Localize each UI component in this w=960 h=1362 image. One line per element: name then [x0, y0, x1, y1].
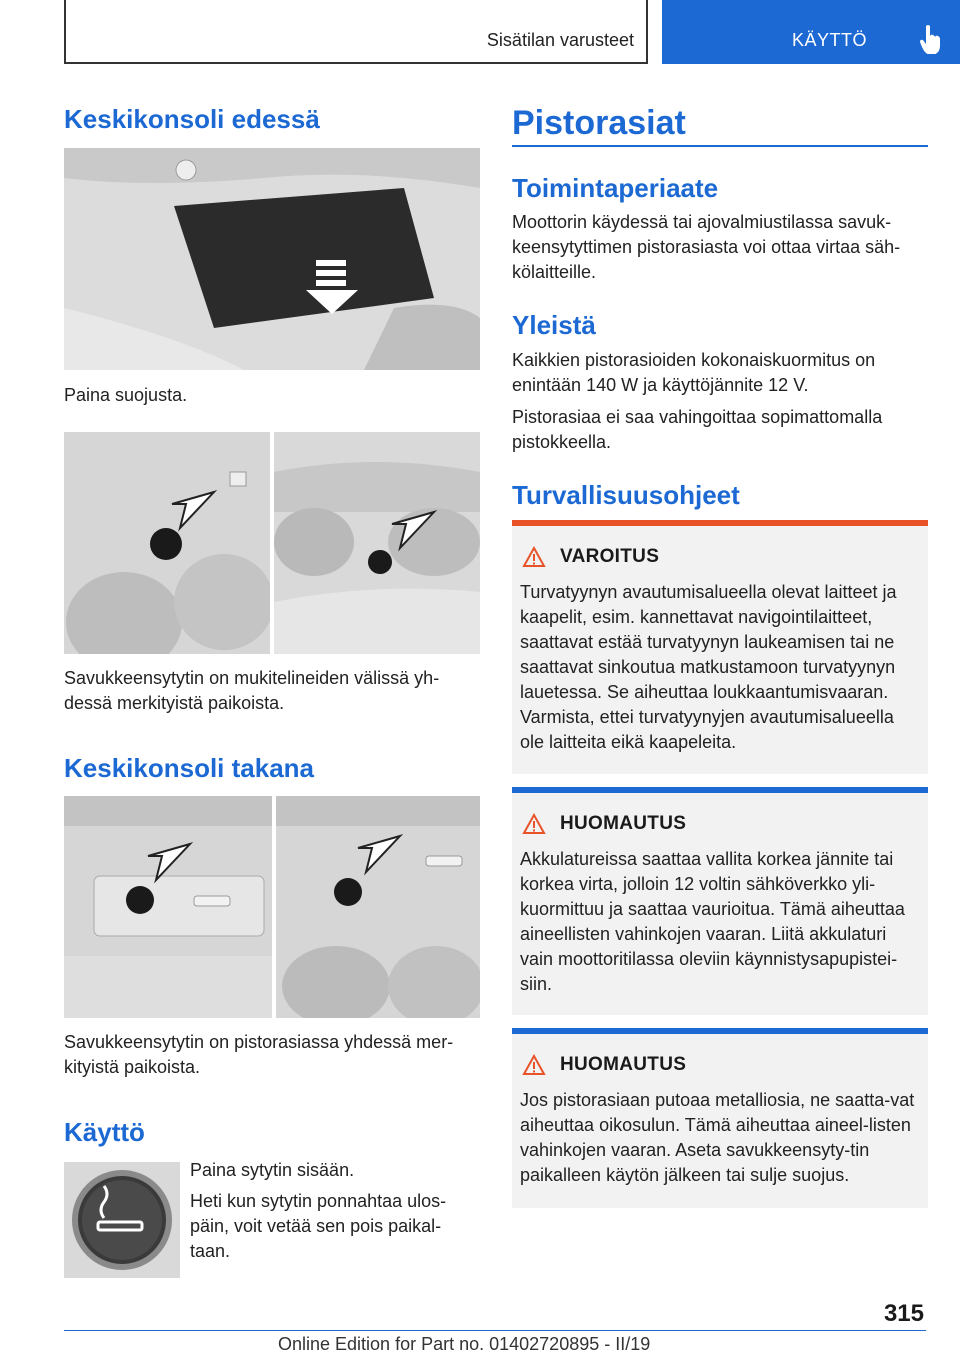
- heading-rear-console: Keskikonsoli takana: [64, 753, 314, 783]
- heading-general: Yleistä: [512, 310, 596, 340]
- heading-safety: Turvallisuusohjeet: [512, 480, 740, 510]
- header-chapter-tab: [662, 0, 960, 64]
- rear-console-photo-left: [64, 796, 272, 1018]
- general-paragraph-2: Pistorasiaa ei saa vahingoittaa sopimattomalla pistokkeella.: [512, 407, 883, 452]
- warning-triangle-icon: [522, 1054, 546, 1076]
- cupholder-photo-left: [64, 432, 270, 654]
- hand-pointer-icon: [920, 24, 942, 54]
- title-underline: [512, 145, 928, 147]
- notice-label: HUOMAUTUS: [560, 1054, 687, 1075]
- warning-box: [512, 520, 928, 774]
- notice-box-metal: [512, 1028, 928, 1208]
- warning-triangle-icon: [522, 546, 546, 568]
- warning-bar: [512, 520, 928, 526]
- edition-footer: Online Edition for Part no. 01402720895 - II/19: [278, 1334, 651, 1354]
- general-paragraph-1: Kaikkien pistorasioiden kokonaiskuormitus on enintään 140 W ja käyttöjännite 12 V.: [512, 350, 876, 395]
- heading-usage: Käyttö: [64, 1117, 145, 1147]
- header-section-title: Sisätilan varusteet: [486, 30, 634, 50]
- footer-rule: [64, 1330, 926, 1331]
- header-section-box: [64, 0, 648, 64]
- header-chapter-label: KÄYTTÖ: [792, 30, 868, 50]
- caption-rear-location: Savukkeensytytin on pistorasiassa yhdessä mer-kityistä paikoista.: [64, 1032, 454, 1077]
- heading-principle: Toimintaperiaate: [512, 173, 719, 203]
- notice-bar: [512, 787, 928, 793]
- warning-text: Turvatyynyn avautumisalueella olevat laitteet ja kaapelit, esim. kannettavat navigointilaitteet, saattavat estää turvatyynyn laukeamisen tai ne saattavat sinkoutua matkustamoon turvatyynyn lauetessa. Se aiheuttaa loukkaantumisvaaran. Varmista, ettei turvatyynyjen avautumisalueella ole laitteita eikä kaapeleita.: [520, 582, 897, 752]
- heading-front-console: Keskikonsoli edessä: [64, 104, 320, 134]
- notice-text-metal: Jos pistorasiaan putoaa metalliosia, ne saatta-vat aiheuttaa oikosulun. Tämä aiheuttaa aineel-listen vahinkojen vaaran. Aseta savukkeensyty-tin paikalleen käytön jälkeen tai sulje suojus.: [520, 1090, 915, 1185]
- lighter-button-photo: [64, 1162, 180, 1278]
- page-number: 315: [883, 1300, 924, 1327]
- rear-console-photo-right: [276, 796, 480, 1018]
- principle-text: Moottorin käydessä tai ajovalmiustilassa savuk-keensytyttimen pistorasiasta voi ottaa virtaa säh-kölaitteille.: [512, 212, 901, 282]
- cupholder-photo-right: [274, 432, 480, 654]
- notice-bar: [512, 1028, 928, 1034]
- front-console-photo: [64, 148, 480, 370]
- warning-triangle-icon: [522, 813, 546, 835]
- warning-label: VAROITUS: [560, 546, 660, 567]
- notice-text-charger: Akkulatureissa saattaa vallita korkea jännite tai korkea virta, jolloin 12 voltin sähköverkko yli-kuormittuu ja saattaa vaurioitua. Tämä aiheuttaa aineellisten vahinkojen vaaran. Liitä akkulaturi vain moottoritilassa oleviin käynnistysapupistei-siin.: [520, 849, 905, 994]
- caption-cupholder-location: Savukkeensytytin on mukitelineiden välissä yh-dessä merkityistä paikoista.: [64, 668, 440, 713]
- heading-sockets: Pistorasiat: [512, 104, 686, 142]
- usage-step-1: Paina sytytin sisään.: [190, 1160, 355, 1180]
- caption-press-cover: Paina suojusta.: [64, 385, 188, 405]
- notice-label: HUOMAUTUS: [560, 813, 687, 834]
- notice-box-charger: [512, 787, 928, 1015]
- usage-step-2: Heti kun sytytin ponnahtaa ulos-päin, voit vetää sen pois paikal-taan.: [190, 1191, 447, 1261]
